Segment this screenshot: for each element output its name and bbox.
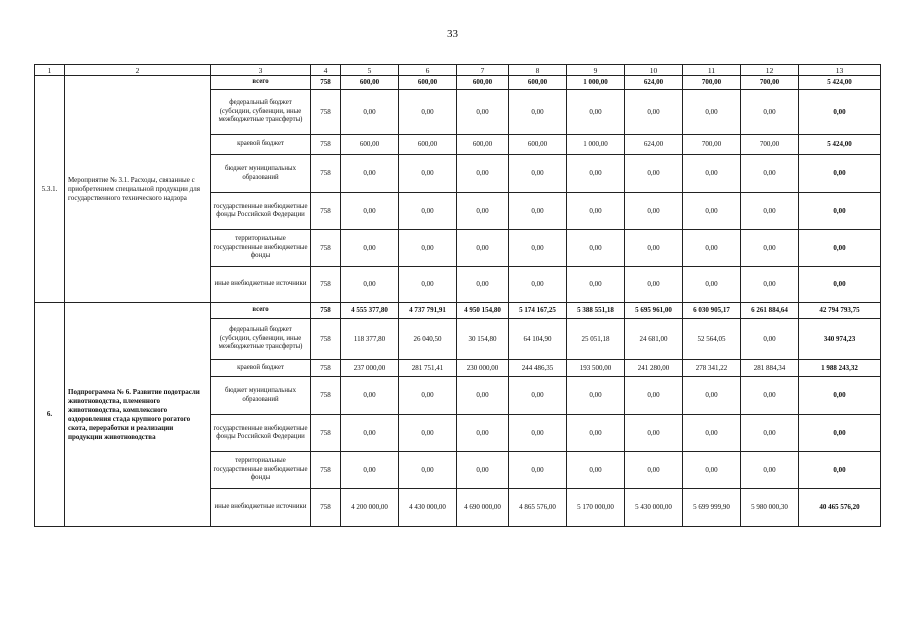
header-cell: 10 <box>625 65 683 76</box>
header-cell: 9 <box>567 65 625 76</box>
year-value: 25 051,18 <box>567 319 625 360</box>
budget-code: 758 <box>311 377 341 415</box>
year-value: 0,00 <box>457 230 509 267</box>
year-value: 52 564,05 <box>683 319 741 360</box>
year-value: 0,00 <box>509 452 567 489</box>
year-value: 4 865 576,00 <box>509 489 567 527</box>
year-value: 5 174 167,25 <box>509 303 567 319</box>
year-value: 700,00 <box>741 76 799 90</box>
total-value: 0,00 <box>799 193 881 230</box>
year-value: 237 000,00 <box>341 360 399 377</box>
header-cell: 13 <box>799 65 881 76</box>
year-value: 0,00 <box>625 377 683 415</box>
total-value: 0,00 <box>799 90 881 135</box>
year-value: 600,00 <box>341 76 399 90</box>
header-cell: 1 <box>35 65 65 76</box>
budget-code: 758 <box>311 135 341 155</box>
funding-source: бюджет муниципальных образований <box>211 377 311 415</box>
year-value: 281 884,34 <box>741 360 799 377</box>
year-value: 5 430 000,00 <box>625 489 683 527</box>
budget-code: 758 <box>311 415 341 452</box>
header-cell: 5 <box>341 65 399 76</box>
year-value: 281 751,41 <box>399 360 457 377</box>
page-number: 33 <box>447 28 458 40</box>
year-value: 4 737 791,91 <box>399 303 457 319</box>
year-value: 0,00 <box>625 193 683 230</box>
year-value: 0,00 <box>625 90 683 135</box>
year-value: 0,00 <box>567 452 625 489</box>
year-value: 0,00 <box>683 415 741 452</box>
budget-code: 758 <box>311 489 341 527</box>
year-value: 0,00 <box>741 155 799 193</box>
total-value: 0,00 <box>799 155 881 193</box>
section-title: Мероприятие № 3.1. Расходы, связанные с приобретением специальной продукции для государственного технического надзора <box>65 76 211 303</box>
year-value: 0,00 <box>567 415 625 452</box>
year-value: 5 170 000,00 <box>567 489 625 527</box>
year-value: 241 280,00 <box>625 360 683 377</box>
total-value: 0,00 <box>799 377 881 415</box>
year-value: 600,00 <box>457 76 509 90</box>
funding-source: федеральный бюджет (субсидии, субвенции, иные межбюджетные трансферты) <box>211 319 311 360</box>
year-value: 0,00 <box>567 230 625 267</box>
year-value: 0,00 <box>625 415 683 452</box>
year-value: 26 040,50 <box>399 319 457 360</box>
funding-source: иные внебюджетные источники <box>211 489 311 527</box>
funding-source: территориальные государственные внебюджетные фонды <box>211 230 311 267</box>
year-value: 0,00 <box>741 90 799 135</box>
header-cell: 6 <box>399 65 457 76</box>
year-value: 0,00 <box>567 155 625 193</box>
year-value: 0,00 <box>567 377 625 415</box>
year-value: 700,00 <box>741 135 799 155</box>
year-value: 0,00 <box>509 155 567 193</box>
total-value: 0,00 <box>799 267 881 303</box>
year-value: 0,00 <box>341 90 399 135</box>
budget-code: 758 <box>311 267 341 303</box>
year-value: 624,00 <box>625 135 683 155</box>
year-value: 0,00 <box>341 267 399 303</box>
year-value: 193 500,00 <box>567 360 625 377</box>
header-cell: 7 <box>457 65 509 76</box>
budget-code: 758 <box>311 230 341 267</box>
total-value: 0,00 <box>799 452 881 489</box>
header-cell: 12 <box>741 65 799 76</box>
year-value: 0,00 <box>457 90 509 135</box>
section-index: 5.3.1. <box>35 76 65 303</box>
year-value: 4 690 000,00 <box>457 489 509 527</box>
year-value: 0,00 <box>683 193 741 230</box>
funding-source: федеральный бюджет (субсидии, субвенции, иные межбюджетные трансферты) <box>211 90 311 135</box>
funding-source: краевой бюджет <box>211 360 311 377</box>
table-row <box>35 303 881 319</box>
year-value: 0,00 <box>399 415 457 452</box>
header-cell: 8 <box>509 65 567 76</box>
year-value: 0,00 <box>399 452 457 489</box>
year-value: 0,00 <box>457 377 509 415</box>
total-value: 0,00 <box>799 415 881 452</box>
year-value: 0,00 <box>509 230 567 267</box>
year-value: 0,00 <box>567 193 625 230</box>
section-index: 6. <box>35 303 65 527</box>
year-value: 700,00 <box>683 76 741 90</box>
header-cell: 2 <box>65 65 211 76</box>
funding-source: иные внебюджетные источники <box>211 267 311 303</box>
header-cell: 3 <box>211 65 311 76</box>
year-value: 4 200 000,00 <box>341 489 399 527</box>
year-value: 0,00 <box>625 230 683 267</box>
total-value: 1 988 243,32 <box>799 360 881 377</box>
funding-source: территориальные государственные внебюджетные фонды <box>211 452 311 489</box>
year-value: 700,00 <box>683 135 741 155</box>
year-value: 4 555 377,80 <box>341 303 399 319</box>
year-value: 0,00 <box>341 230 399 267</box>
funding-source: всего <box>211 76 311 90</box>
year-value: 4 950 154,80 <box>457 303 509 319</box>
table-row <box>35 76 881 90</box>
year-value: 0,00 <box>341 155 399 193</box>
total-value: 5 424,00 <box>799 76 881 90</box>
year-value: 244 486,35 <box>509 360 567 377</box>
year-value: 600,00 <box>509 135 567 155</box>
year-value: 600,00 <box>399 76 457 90</box>
year-value: 0,00 <box>741 267 799 303</box>
budget-table <box>34 64 881 527</box>
year-value: 0,00 <box>741 193 799 230</box>
total-value: 340 974,23 <box>799 319 881 360</box>
year-value: 0,00 <box>399 230 457 267</box>
total-value: 5 424,00 <box>799 135 881 155</box>
year-value: 0,00 <box>399 193 457 230</box>
funding-source: краевой бюджет <box>211 135 311 155</box>
year-value: 0,00 <box>399 90 457 135</box>
year-value: 0,00 <box>341 415 399 452</box>
funding-source: государственные внебюджетные фонды Российской Федерации <box>211 415 311 452</box>
year-value: 624,00 <box>625 76 683 90</box>
year-value: 6 030 905,17 <box>683 303 741 319</box>
year-value: 0,00 <box>457 193 509 230</box>
year-value: 5 699 999,90 <box>683 489 741 527</box>
total-value: 0,00 <box>799 230 881 267</box>
funding-source: всего <box>211 303 311 319</box>
year-value: 0,00 <box>509 193 567 230</box>
year-value: 24 681,00 <box>625 319 683 360</box>
year-value: 0,00 <box>509 377 567 415</box>
year-value: 5 388 551,18 <box>567 303 625 319</box>
year-value: 0,00 <box>457 452 509 489</box>
year-value: 0,00 <box>683 90 741 135</box>
budget-code: 758 <box>311 193 341 230</box>
year-value: 0,00 <box>683 155 741 193</box>
year-value: 0,00 <box>741 377 799 415</box>
year-value: 0,00 <box>399 377 457 415</box>
year-value: 0,00 <box>683 230 741 267</box>
year-value: 0,00 <box>567 90 625 135</box>
section-title: Подпрограмма № 6. Развитие подотрасли животноводства, племенного животноводства, комплексного оздоровления стада крупного рогатого скота, переработки и реализации продукции животноводства <box>65 303 211 527</box>
year-value: 600,00 <box>457 135 509 155</box>
year-value: 4 430 000,00 <box>399 489 457 527</box>
year-value: 0,00 <box>741 319 799 360</box>
year-value: 0,00 <box>399 155 457 193</box>
total-value: 42 794 793,75 <box>799 303 881 319</box>
year-value: 0,00 <box>341 452 399 489</box>
year-value: 0,00 <box>683 452 741 489</box>
year-value: 0,00 <box>683 377 741 415</box>
year-value: 0,00 <box>625 452 683 489</box>
year-value: 278 341,22 <box>683 360 741 377</box>
year-value: 0,00 <box>509 415 567 452</box>
budget-code: 758 <box>311 452 341 489</box>
budget-code: 758 <box>311 155 341 193</box>
year-value: 0,00 <box>341 193 399 230</box>
header-cell: 11 <box>683 65 741 76</box>
budget-code: 758 <box>311 319 341 360</box>
year-value: 30 154,80 <box>457 319 509 360</box>
budget-code: 758 <box>311 303 341 319</box>
budget-code: 758 <box>311 90 341 135</box>
year-value: 5 980 000,30 <box>741 489 799 527</box>
year-value: 118 377,80 <box>341 319 399 360</box>
year-value: 1 000,00 <box>567 135 625 155</box>
budget-code: 758 <box>311 76 341 90</box>
year-value: 1 000,00 <box>567 76 625 90</box>
year-value: 6 261 884,64 <box>741 303 799 319</box>
header-row <box>35 65 881 76</box>
year-value: 0,00 <box>741 415 799 452</box>
year-value: 0,00 <box>509 267 567 303</box>
year-value: 600,00 <box>399 135 457 155</box>
year-value: 0,00 <box>567 267 625 303</box>
year-value: 0,00 <box>741 452 799 489</box>
year-value: 0,00 <box>741 230 799 267</box>
year-value: 0,00 <box>457 415 509 452</box>
funding-source: бюджет муниципальных образований <box>211 155 311 193</box>
year-value: 0,00 <box>625 267 683 303</box>
year-value: 0,00 <box>399 267 457 303</box>
year-value: 0,00 <box>509 90 567 135</box>
year-value: 0,00 <box>683 267 741 303</box>
year-value: 230 000,00 <box>457 360 509 377</box>
year-value: 0,00 <box>625 155 683 193</box>
budget-code: 758 <box>311 360 341 377</box>
year-value: 0,00 <box>457 155 509 193</box>
year-value: 0,00 <box>457 267 509 303</box>
funding-source: государственные внебюджетные фонды Российской Федерации <box>211 193 311 230</box>
total-value: 40 465 576,20 <box>799 489 881 527</box>
year-value: 64 104,90 <box>509 319 567 360</box>
year-value: 600,00 <box>341 135 399 155</box>
year-value: 0,00 <box>341 377 399 415</box>
year-value: 5 695 961,00 <box>625 303 683 319</box>
year-value: 600,00 <box>509 76 567 90</box>
header-cell: 4 <box>311 65 341 76</box>
